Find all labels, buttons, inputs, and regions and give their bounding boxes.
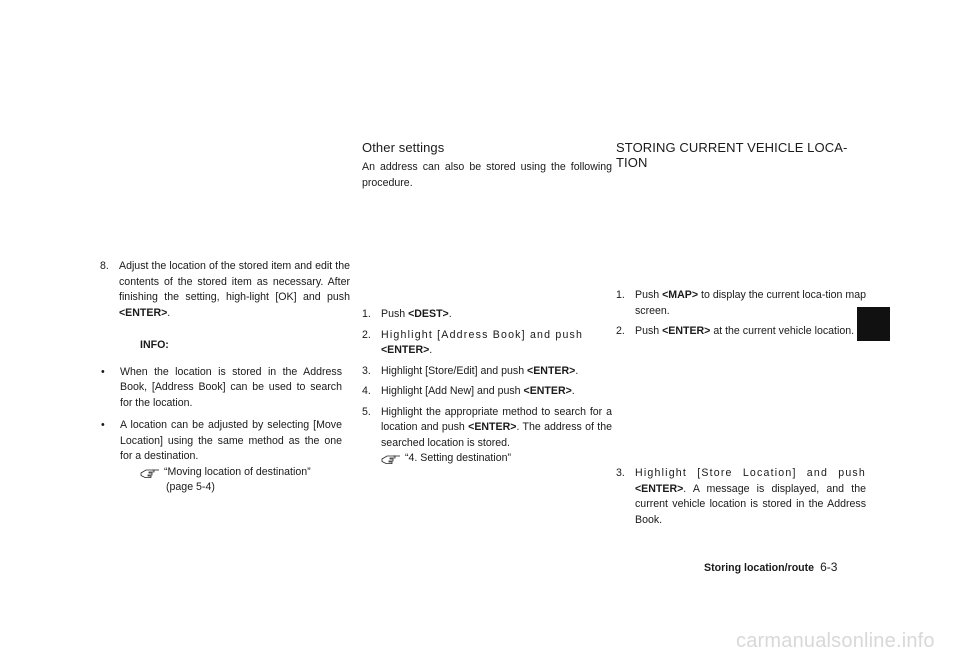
key-label: <ENTER> — [468, 421, 517, 433]
column-left — [100, 259, 350, 496]
column-right-steps — [616, 288, 866, 340]
key-label: <MAP> — [662, 289, 699, 301]
section-heading: Other settings — [362, 140, 445, 155]
reference-title: “4. Setting destination” — [405, 452, 511, 464]
info-bullet-2 — [100, 418, 342, 465]
key-label: <ENTER> — [381, 344, 430, 356]
step-2: 2. Push <ENTER> at the current vehicle location. — [616, 325, 855, 337]
column-right-step-3 — [616, 466, 866, 528]
bullet-mark: • — [101, 365, 105, 378]
bullet-mark: • — [101, 419, 105, 431]
section-heading: STORING CURRENT VEHICLE LOCA- TION — [616, 140, 848, 170]
reference-page: (page 5-4) — [166, 481, 215, 493]
footer-section-label: Storing location/route — [704, 562, 815, 574]
step-number: 8. — [100, 260, 109, 272]
watermark[interactable]: carmanualsonline.info — [736, 630, 935, 652]
pointing-hand-icon — [381, 452, 401, 464]
step-3: 3. Highlight [Store/Edit] and push <ENTER>. — [362, 364, 579, 377]
column-middle-steps — [362, 307, 612, 467]
step-5: 5. Highlight the appropriate method to search for a location and push <ENTER>. The address of the searched location is stored. — [362, 405, 613, 449]
info-bullet-1 — [100, 365, 342, 412]
info-label: INFO: — [140, 339, 169, 351]
pointing-hand-icon — [140, 466, 160, 478]
step-4: 4. Highlight [Add New] and push <ENTER>. — [362, 385, 575, 397]
column-right — [616, 140, 866, 170]
reference-title: “Moving location of destination” — [164, 465, 311, 478]
step-text: Adjust the location of the stored item and edit the contents of the stored item as necessary. After finishing the setting, high-light [OK] and push — [119, 260, 350, 303]
key-label: <ENTER> — [523, 385, 572, 397]
step-1: 1. Push <MAP> to display the current loca-tion map screen. — [616, 289, 866, 317]
step-3: 3. Highlight [Store Location] and push <ENTER>. A message is displayed, and the current vehicle location is stored in the Address Book. — [616, 467, 866, 526]
key-label: <ENTER> — [662, 325, 711, 337]
bullet-text: When the location is stored in the Address Book, [Address Book] can be used to search for the location. — [120, 365, 342, 409]
page-footer — [704, 560, 837, 577]
cross-reference[interactable] — [140, 465, 350, 496]
key-label: <ENTER> — [527, 364, 576, 377]
column-middle — [362, 140, 612, 191]
bullet-text: A location can be adjusted by selecting [Move Location] using the same method as the one for a destination. — [120, 419, 342, 462]
key-label: <ENTER> — [635, 482, 684, 495]
intro-text: An address can also be stored using the following procedure. — [362, 161, 612, 189]
step-8: 8. Adjust the location of the stored item and edit the contents of the stored item as necessary. After finishing the setting, high-light [OK] and push <ENTER>. — [100, 259, 350, 321]
key-label: <ENTER> — [119, 306, 168, 319]
step-1: 1. Push <DEST>. — [362, 308, 452, 320]
cross-reference[interactable] — [381, 451, 612, 467]
page-number: 6-3 — [820, 560, 838, 574]
key-label: <DEST> — [408, 308, 449, 320]
chapter-tab — [857, 307, 890, 341]
step-2: 2. Highlight [Address Book] and push <ENTER>. — [362, 328, 584, 356]
